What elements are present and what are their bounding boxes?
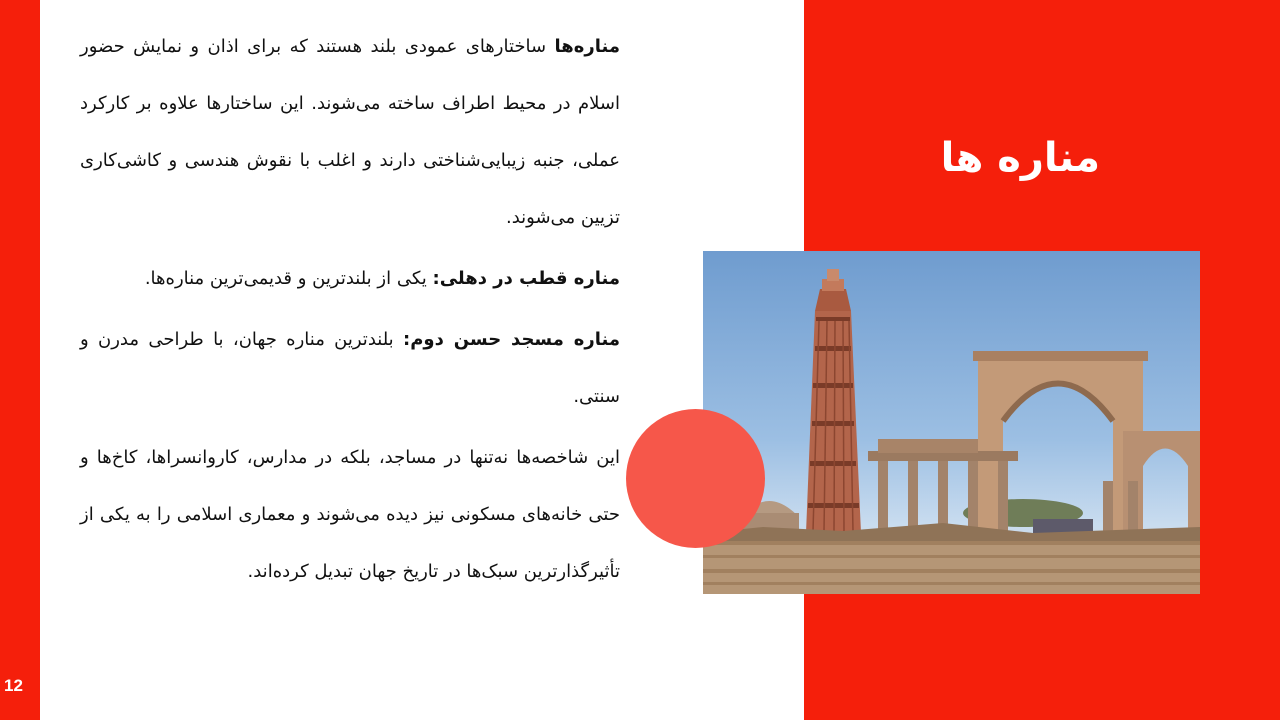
- left-accent-bar: [0, 0, 40, 720]
- body-text: [80, 18, 620, 604]
- paragraph-qutb-bold: مناره قطب در دهلی:: [432, 268, 620, 289]
- paragraph-hassan-text: بلندترین مناره جهان، با طراحی مدرن و سنتی.: [80, 329, 620, 407]
- accent-circle: [626, 409, 765, 548]
- page-number: 12: [4, 676, 23, 695]
- paragraph-qutb: [80, 250, 620, 307]
- paragraph-hassan-bold: مناره مسجد حسن دوم:: [403, 329, 620, 350]
- paragraph-minarets-bold: مناره‌ها: [554, 36, 620, 57]
- paragraph-hassan: [80, 311, 620, 425]
- paragraph-summary: [80, 429, 620, 600]
- qutb-minar-photo: [703, 251, 1200, 594]
- paragraph-minarets-text: ساختارهای عمودی بلند هستند که برای اذان و نمایش حضور اسلام در محیط اطراف ساخته می‌شوند. این ساختارها علاوه بر کارکرد عملی، جنبه زیبایی‌شناختی دارند و اغلب با نقوش هندسی و کاشی‌کاری تزیین می‌شوند.: [80, 36, 620, 228]
- slide-title: مناره ها: [940, 135, 1100, 181]
- paragraph-summary-text: این شاخصه‌ها نه‌تنها در مساجد، بلکه در مدارس، کاروانسراها، کاخ‌ها و حتی خانه‌های مسکونی نیز دیده می‌شوند و معماری اسلامی را به یکی از تأثیرگذارترین سبک‌ها در تاریخ جهان تبدیل کرده‌اند.: [80, 447, 620, 582]
- paragraph-qutb-text: یکی از بلندترین و قدیمی‌ترین مناره‌ها.: [144, 268, 433, 289]
- paragraph-minarets: [80, 18, 620, 246]
